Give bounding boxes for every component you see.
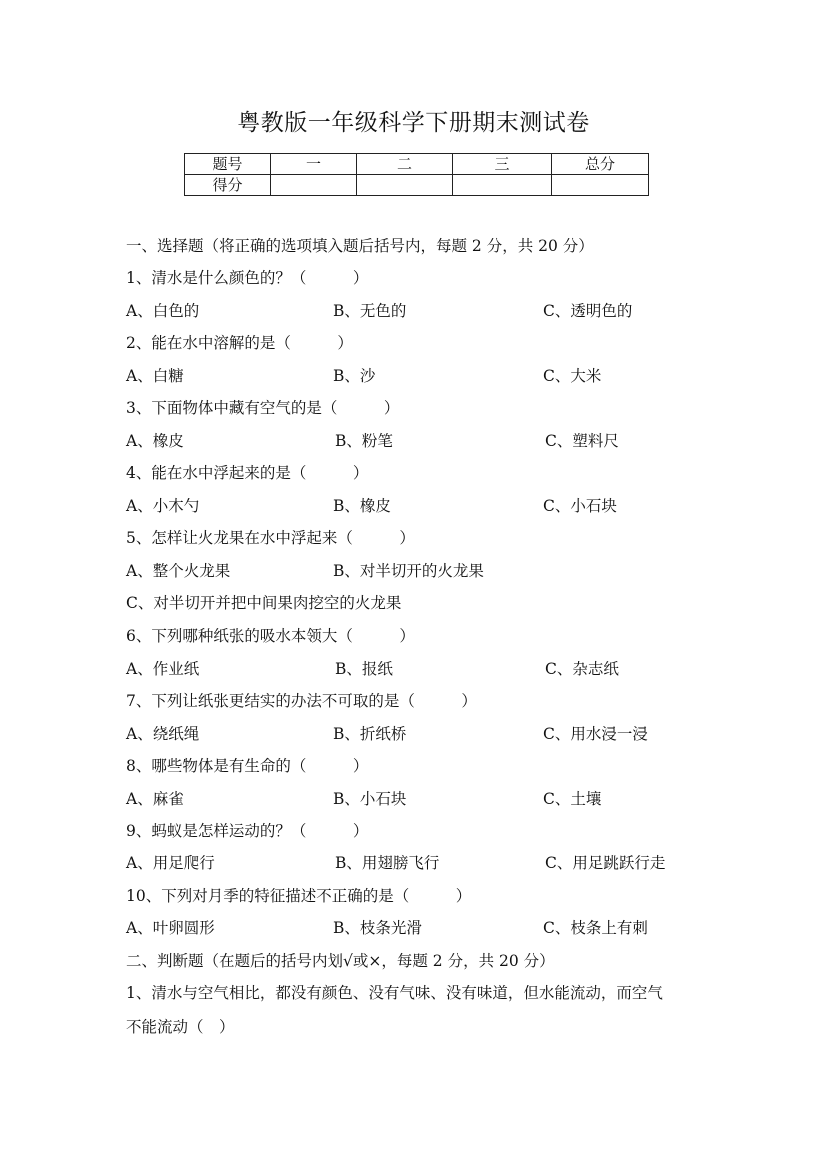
question-6: 6、下列哪种纸张的吸水本领大（ ） (126, 627, 415, 645)
q3-option-b: B、粉笔 (335, 432, 393, 450)
q7-option-c: C、用水浸一浸 (543, 725, 648, 743)
q10-option-b: B、枝条光滑 (333, 919, 422, 937)
q10-option-a: A、叶卵圆形 (126, 919, 215, 937)
q4-option-b: B、橡皮 (333, 497, 391, 515)
q5-option-a: A、整个火龙果 (126, 562, 231, 580)
q5-option-c: C、对半切开并把中间果肉挖空的火龙果 (126, 594, 402, 612)
score-table-header-row (185, 154, 649, 175)
q4-option-a: A、小木勺 (126, 497, 200, 515)
q9-option-a: A、用足爬行 (126, 854, 215, 872)
q1-option-b: B、无色的 (333, 302, 407, 320)
section2-heading: 二、判断题（在题后的括号内划√或×，每题 2 分，共 20 分） (126, 952, 555, 970)
judgment-question-1-line2: 不能流动（ ） (126, 1018, 235, 1036)
q6-option-a: A、作业纸 (126, 660, 200, 678)
q2-option-b: B、沙 (333, 367, 376, 385)
score-header-cell: 二 (357, 154, 453, 175)
q7-option-b: B、折纸桥 (333, 725, 407, 743)
question-10: 10、下列对月季的特征描述不正确的是（ ） (126, 887, 472, 905)
q9-option-b: B、用翅膀飞行 (335, 854, 440, 872)
question-2: 2、能在水中溶解的是（ ） (126, 334, 353, 352)
q8-option-a: A、麻雀 (126, 790, 184, 808)
score-header-cell: 总分 (552, 154, 649, 175)
score-row-label: 得分 (185, 175, 271, 196)
question-9: 9、蚂蚁是怎样运动的？（ ） (126, 822, 369, 840)
section1-heading: 一、选择题（将正确的选项填入题后括号内，每题 2 分，共 20 分） (126, 237, 594, 255)
q5-option-b: B、对半切开的火龙果 (333, 562, 484, 580)
score-header-cell: 题号 (185, 154, 271, 175)
q3-option-a: A、橡皮 (126, 432, 184, 450)
score-cell[interactable] (271, 175, 357, 196)
judgment-question-1-line1: 1、清水与空气相比，都没有颜色、没有气味、没有味道，但水能流动，而空气 (126, 984, 663, 1002)
score-cell[interactable] (552, 175, 649, 196)
score-table-score-row (185, 175, 649, 196)
q2-option-a: A、白糖 (126, 367, 184, 385)
score-header-cell: 三 (453, 154, 552, 175)
q9-option-c: C、用足跳跃行走 (545, 854, 666, 872)
score-cell[interactable] (357, 175, 453, 196)
question-1: 1、清水是什么颜色的？（ ） (126, 269, 369, 287)
q2-option-c: C、大米 (543, 367, 602, 385)
question-8: 8、哪些物体是有生命的（ ） (126, 757, 369, 775)
q3-option-c: C、塑料尺 (545, 432, 619, 450)
q6-option-c: C、杂志纸 (545, 660, 619, 678)
score-table (184, 153, 649, 196)
q1-option-c: C、透明色的 (543, 302, 633, 320)
question-5: 5、怎样让火龙果在水中浮起来（ ） (126, 529, 415, 547)
q8-option-b: B、小石块 (333, 790, 407, 808)
question-7: 7、下列让纸张更结实的办法不可取的是（ ） (126, 692, 477, 710)
q8-option-c: C、土壤 (543, 790, 602, 808)
q10-option-c: C、枝条上有刺 (543, 919, 648, 937)
score-header-cell: 一 (271, 154, 357, 175)
question-3: 3、下面物体中藏有空气的是（ ） (126, 399, 400, 417)
q6-option-b: B、报纸 (335, 660, 393, 678)
page-title: 粤教版一年级科学下册期末测试卷 (237, 110, 590, 136)
q7-option-a: A、绕纸绳 (126, 725, 200, 743)
q1-option-a: A、白色的 (126, 302, 200, 320)
score-cell[interactable] (453, 175, 552, 196)
q4-option-c: C、小石块 (543, 497, 617, 515)
question-4: 4、能在水中浮起来的是（ ） (126, 464, 369, 482)
